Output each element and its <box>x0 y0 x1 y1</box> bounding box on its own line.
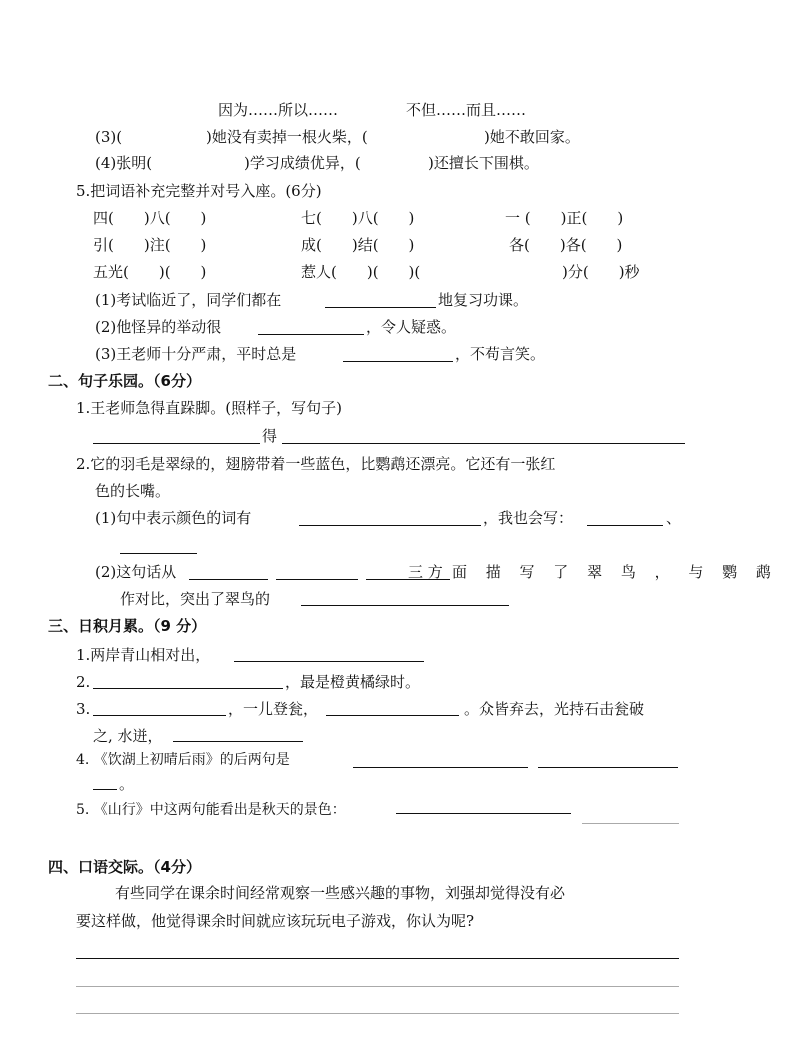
q5-row3-c: )分( )秒 <box>562 263 640 281</box>
q5-row3-a: 五光( )( ) <box>93 263 207 281</box>
sec3-q3-num: 3. <box>76 700 91 718</box>
q5-s3-blank[interactable] <box>343 361 453 362</box>
sec3-q2-blank[interactable] <box>93 688 283 689</box>
q5-row1-c: 一 ( )正( ) <box>505 209 624 227</box>
section-3-title: 三、日积月累。（9 分） <box>48 617 207 635</box>
q5-row1-a: 四( )八( ) <box>93 209 207 227</box>
q5-row2-a: 引( )注( ) <box>93 236 207 254</box>
sec3-q1: 1.两岸青山相对出， <box>76 646 211 664</box>
sec2-q2-1-blank-b[interactable] <box>587 525 663 526</box>
sec3-q4-blank-b[interactable] <box>538 767 678 768</box>
sec2-q2-line2: 色的长嘴。 <box>95 482 171 500</box>
sec2-q2-1-text: (1)句中表示颜色的词有 <box>95 509 252 527</box>
answer-line-1[interactable] <box>76 958 679 959</box>
sec2-q1-de: 得 <box>262 427 278 445</box>
sec2-q2-2-blank-a[interactable] <box>189 579 268 580</box>
q4-3-num: (3)( <box>95 128 123 146</box>
sec3-q3-blank-a[interactable] <box>93 715 226 716</box>
q5-s2-blank[interactable] <box>258 334 364 335</box>
sec3-q5-blank-a[interactable] <box>396 813 571 814</box>
q5-s1-blank[interactable] <box>325 307 436 308</box>
section-2-title: 二、句子乐园。（6分） <box>48 372 201 390</box>
q5-s1-end: 地复习功课。 <box>438 291 529 309</box>
sec2-q2-1-blank-a[interactable] <box>299 525 481 526</box>
sec3-q4: 4. 《饮湖上初晴后雨》的后两句是 <box>76 752 290 768</box>
sec4-para-line1: 有些同学在课余时间经常观察一些感兴趣的事物，刘强却觉得没有必 <box>115 884 566 902</box>
q5-s2-text: (2)他怪异的举动很 <box>95 318 222 336</box>
sec3-q1-blank[interactable] <box>234 661 424 662</box>
q5-row2-b: 成( )结( ) <box>301 236 415 254</box>
sec2-q1-blank-a[interactable] <box>93 443 260 444</box>
sec2-q2-line1: 2.它的羽毛是翠绿的，翅膀带着一些蓝色，比鹦鹉还漂亮。它还有一张红 <box>76 455 556 473</box>
sec3-q2-num: 2. <box>76 673 91 691</box>
sec2-q2-1-comma: 、 <box>666 509 682 527</box>
q5-title: 5.把词语补充完整并对号入座。(6分) <box>76 182 322 200</box>
sec4-para-line2: 要这样做，他觉得课余时间就应该玩玩电子游戏，你认为呢? <box>76 912 475 930</box>
sec3-q4-blank-a[interactable] <box>353 767 528 768</box>
sec3-q5: 5. 《山行》中这两句能看出是秋天的景色： <box>76 802 346 818</box>
sec2-q2-1-text-b: ，我也会写： <box>483 509 574 527</box>
sec2-q1-blank-b[interactable] <box>282 443 685 444</box>
q5-s3-end: ，不苟言笑。 <box>455 345 546 363</box>
sec2-q2-2-text-c: 作对比，突出了翠鸟的 <box>120 590 271 608</box>
sec3-q2-text: ，最是橙黄橘绿时。 <box>285 673 421 691</box>
q4-3-mid: )她没有卖掉一根火柴，( <box>206 128 368 146</box>
sec2-q1: 1.王老师急得直跺脚。(照样子，写句子) <box>76 399 343 417</box>
sec2-q2-2-blank-b[interactable] <box>276 579 358 580</box>
sec3-q4-end: 。 <box>119 775 135 793</box>
sec2-q2-2-text: (2)这句话从 <box>95 563 177 581</box>
sec2-q2-2-text-b: 面 描 写 了 翠 鸟 ， 与 鹦 鹉 <box>452 563 778 581</box>
sec3-q3-blank-b[interactable] <box>326 715 459 716</box>
sec3-q3-text-b: 。众皆弃去，光持石击瓮破 <box>464 700 645 718</box>
sec2-q2-2-fill: 三 方 <box>408 563 443 581</box>
q4-4-num: (4)张明( <box>95 154 153 172</box>
sec3-q5-blank-b[interactable] <box>582 823 679 824</box>
answer-line-2[interactable] <box>76 986 679 987</box>
q5-row3-b: 惹人( )( )( <box>301 263 421 281</box>
conjunction-pair-2: 不但……而且…… <box>406 101 527 119</box>
q5-row1-b: 七( )八( ) <box>301 209 415 227</box>
sec3-q4-blank-c[interactable] <box>93 789 117 790</box>
section-4-title: 四、口语交际。（4分） <box>48 858 201 876</box>
sec3-q3-text-a: ，一儿登瓮， <box>228 700 319 718</box>
sec2-q2-1-blank-c[interactable] <box>120 553 197 554</box>
sec3-q3-blank-c[interactable] <box>173 741 303 742</box>
conjunction-pair-1: 因为……所以…… <box>218 101 339 119</box>
q5-s3-text: (3)王老师十分严肃，平时总是 <box>95 345 297 363</box>
q4-4-end: )还擅长下围棋。 <box>428 154 539 172</box>
answer-line-3[interactable] <box>76 1013 679 1014</box>
q4-4-mid: )学习成绩优异，( <box>244 154 361 172</box>
q5-s1-text: (1)考试临近了，同学们都在 <box>95 291 282 309</box>
q5-s2-end: ，令人疑惑。 <box>366 318 457 336</box>
q4-3-end: )她不敢回家。 <box>484 128 580 146</box>
sec2-q2-2-blank-d[interactable] <box>301 605 509 606</box>
sec3-q3-text-c: 之, 水迸， <box>93 727 163 745</box>
q5-row2-c: 各( )各( ) <box>509 236 623 254</box>
